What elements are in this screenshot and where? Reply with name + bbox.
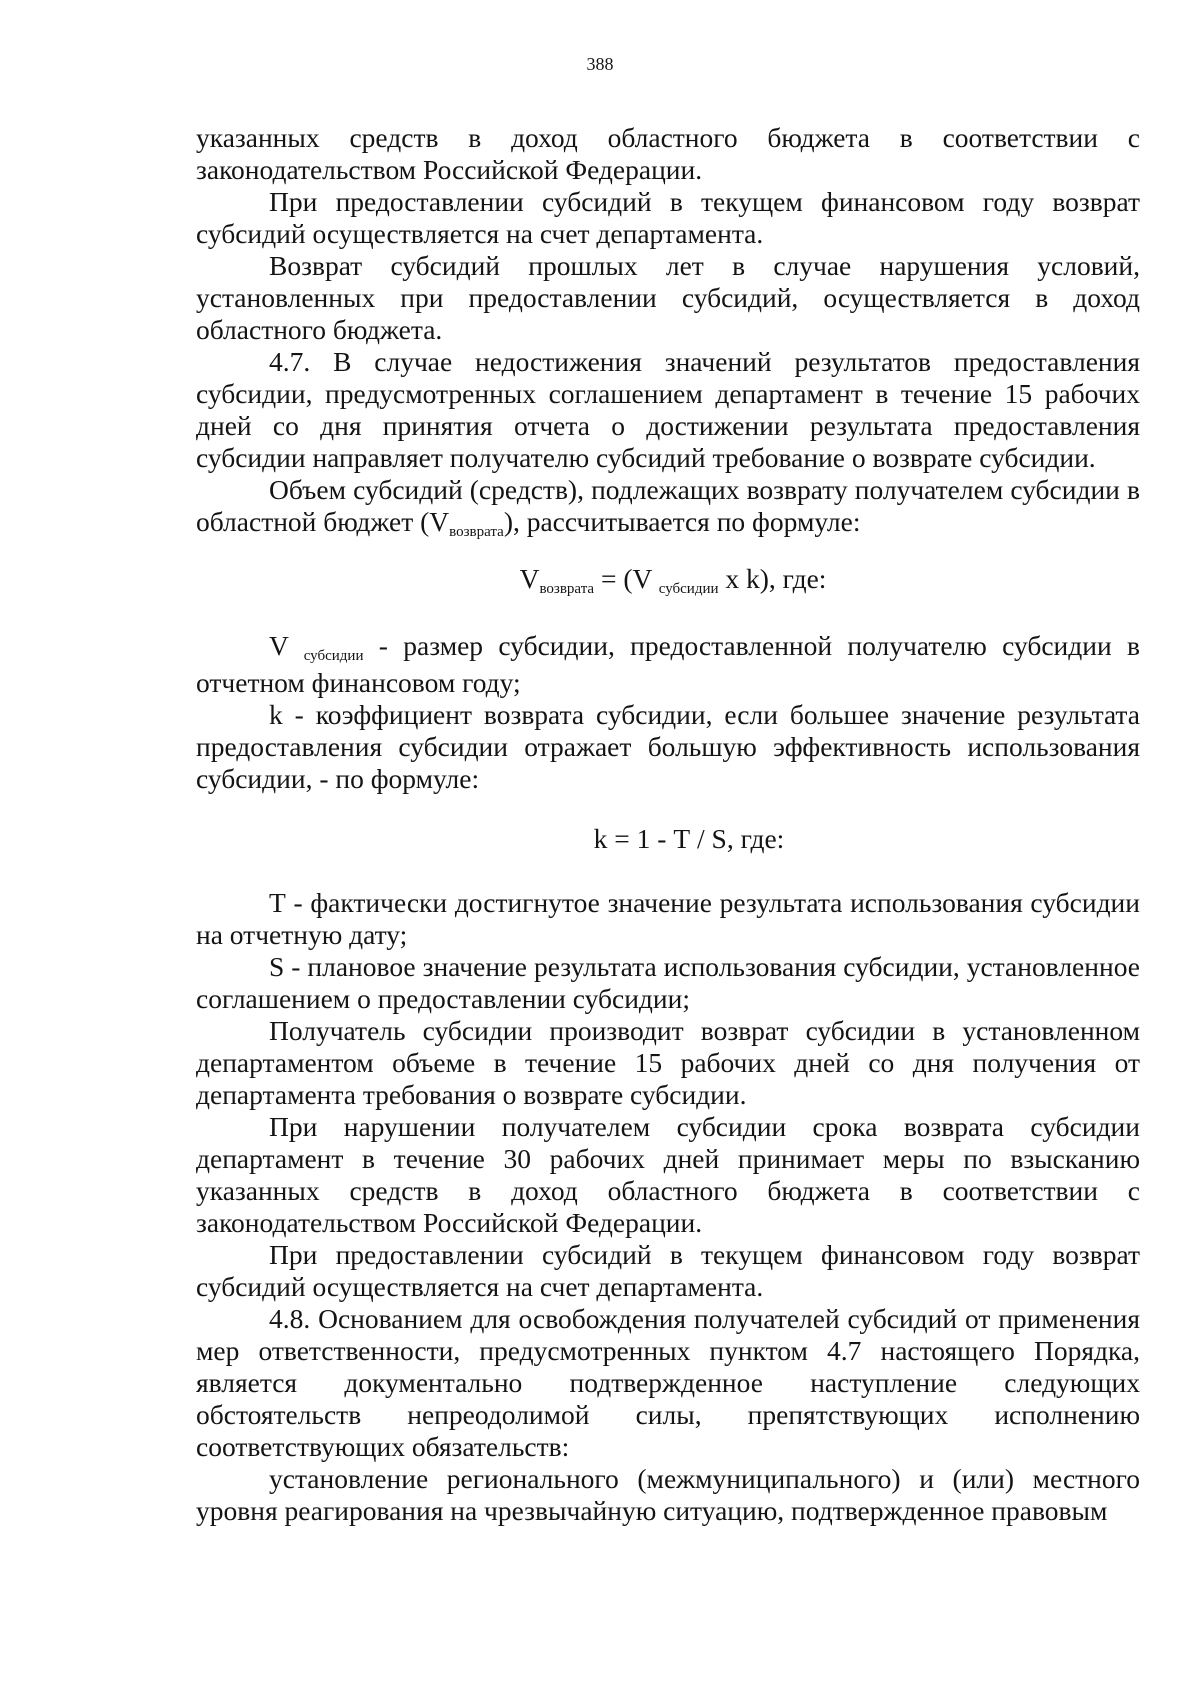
- paragraph-refund-past-years: Возврат субсидий прошлых лет в случае нарушения условий, установленных при предоставлении субсидий, осуществляется в доход областного бюджета.: [196, 250, 1140, 345]
- document-body: [196, 122, 1140, 1527]
- formula-subscript-refund: возврата: [539, 581, 595, 597]
- paragraph-refund-volume: [196, 474, 1140, 543]
- page-number: 388: [586, 54, 614, 74]
- paragraph-continuation: указанных средств в доход областного бюджета в соответствии с законодательством Российской Федерации.: [196, 122, 1140, 185]
- paragraph-refund-violation: При нарушении получателем субсидии срока возврата субсидии департамент в течение 30 рабочих дней принимает меры по взысканию указанных средств в доход областного бюджета в соответствии с законодательством Российской Федерации.: [196, 1111, 1140, 1238]
- paragraph-clause-4-7: 4.7. В случае недостижения значений результатов предоставления субсидии, предусмотренных соглашением департамент в течение 15 рабочих дней со дня принятия отчета о достижении результата предоставления субсидии направляет получателю субсидий требование о возврате субсидии.: [196, 346, 1140, 473]
- v-definition-text: - размер субсидии, предоставленной получателю субсидии в отчетном финансовом году;: [196, 630, 1141, 698]
- formula-subscript-subsidy: субсидии: [658, 581, 719, 597]
- formula-v: V: [519, 563, 540, 594]
- paragraph-recipient-refund: Получатель субсидии производит возврат субсидии в установленном департаментом объеме в течение 15 рабочих дней со дня получения от департамента требования о возврате субсидии.: [196, 1015, 1140, 1110]
- paragraph-refund-current-year-2: При предоставлении субсидий в текущем финансовом году возврат субсидий осуществляется на счет департамента.: [196, 1239, 1140, 1302]
- refund-volume-text: Объем субсидий (средств), подлежащих возврату получателем субсидии в областной бюджет (V: [196, 474, 1140, 537]
- paragraph-t-definition: Т - фактически достигнутое значение результата использования субсидии на отчетную дату;: [196, 887, 1140, 950]
- formula-coefficient-k: k = 1 - Т / S, где:: [593, 823, 785, 854]
- refund-volume-text-end: ), рассчитывается по формуле:: [503, 506, 861, 537]
- v-symbol: V: [269, 630, 289, 661]
- paragraph-refund-current-year: При предоставлении субсидий в текущем финансовом году возврат субсидий осуществляется на счет департамента.: [196, 186, 1140, 249]
- paragraph-s-definition: S - плановое значение результата использования субсидии, установленное соглашением о предоставлении субсидии;: [196, 951, 1140, 1014]
- paragraph-clause-4-8: 4.8. Основанием для освобождения получателей субсидий от применения мер ответственности, предусмотренных пунктом 4.7 настоящего Порядка, является документально подтвержденное наступление следующих обстоятельств непреодолимой силы, препятствующих исполнению соответствующих обязательств:: [196, 1303, 1140, 1462]
- paragraph-v-subsidy-definition: [196, 630, 1140, 699]
- formula-end: x k), где:: [718, 563, 827, 594]
- paragraph-k-definition: k - коэффициент возврата субсидии, если большее значение результата предоставления субсидии отражает большую эффективность использования субсидии, - по формуле:: [196, 699, 1140, 794]
- formula-refund-volume: [196, 563, 1140, 600]
- refund-volume-subscript: возврата: [449, 524, 504, 540]
- paragraph-emergency-level: установление регионального (межмуниципального) и (или) местного уровня реагирования на чрезвычайную ситуацию, подтвержденное правовым: [196, 1463, 1140, 1526]
- formula-middle: = (V: [594, 563, 659, 594]
- v-subscript: субсидии: [303, 648, 364, 664]
